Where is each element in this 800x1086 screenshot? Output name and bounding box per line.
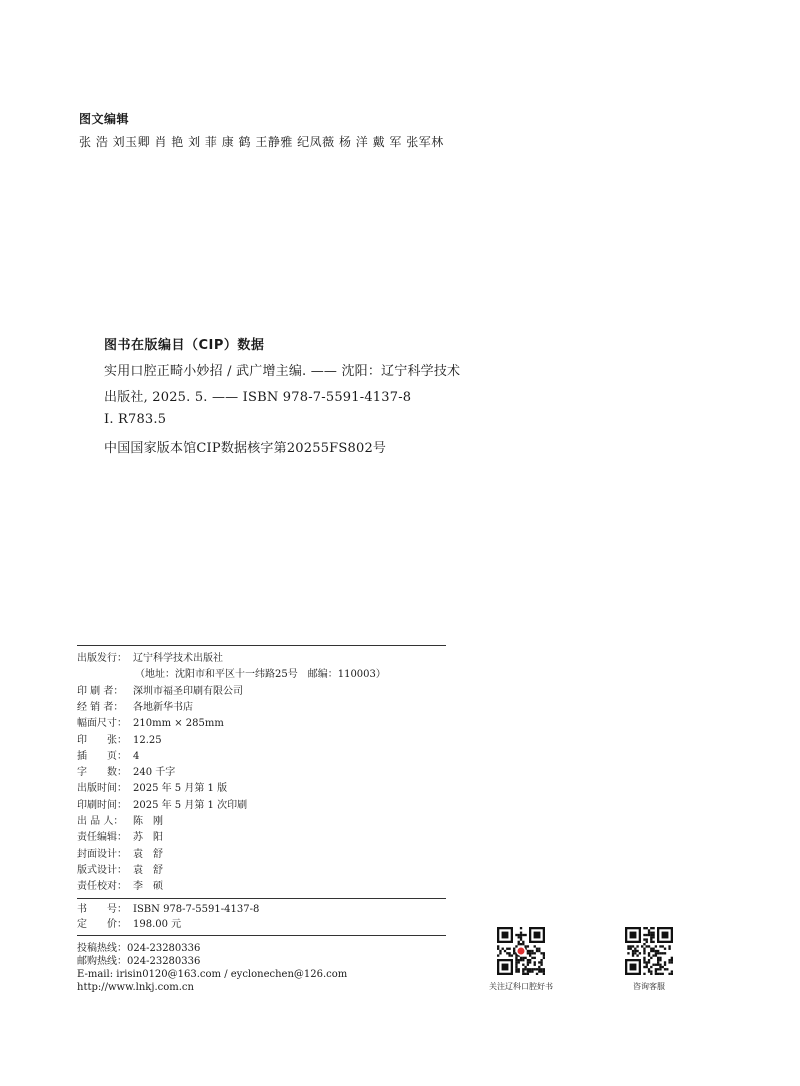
- colophon-label: 印 刷 者：: [77, 685, 124, 697]
- editors-names: 张 浩 刘玉卿 肖 艳 刘 菲 康 鹤 王静雅 纪凤薇 杨 洋 戴 军 张军林: [79, 135, 444, 149]
- colophon-value: 李 硕: [133, 881, 163, 893]
- qr-caption-follow: 关注辽科口腔好书: [489, 982, 553, 991]
- colophon-top-rule: [77, 645, 446, 646]
- colophon-label: 封面设计：: [77, 848, 127, 860]
- cip-title: 图书在版编目（CIP）数据: [104, 338, 265, 353]
- colophon-value: 2025 年 5 月第 1 版: [133, 783, 228, 795]
- website-line: http://www.lnkj.com.cn: [77, 982, 194, 993]
- price-value: 198.00 元: [133, 919, 182, 930]
- cip-line-3: Ⅰ. R783.5: [104, 412, 167, 427]
- price-label: 定 价：: [77, 919, 127, 930]
- colophon-row: [77, 685, 243, 698]
- colophon-row: [77, 652, 223, 665]
- colophon-row: [77, 799, 247, 812]
- colophon-label: 责任校对：: [77, 881, 127, 893]
- colophon-label: 印刷时间：: [77, 799, 127, 811]
- qr-code-icon: [497, 927, 545, 975]
- qr-code-service[interactable]: [625, 927, 673, 975]
- colophon-label: 出版时间：: [77, 783, 127, 795]
- colophon-row: [77, 782, 227, 795]
- colophon-value: （地址：沈阳市和平区十一纬路25号 邮编：110003）: [135, 669, 386, 681]
- colophon-label: 经 销 者：: [77, 701, 124, 713]
- colophon-label: 插 页：: [77, 750, 127, 762]
- qr-caption-service: 咨询客服: [633, 982, 665, 991]
- colophon-row: [77, 668, 386, 681]
- colophon-label: 出 品 人：: [77, 816, 124, 827]
- colophon-label: 版式设计：: [77, 864, 127, 876]
- colophon-mid-rule: [77, 898, 446, 899]
- qr-code-icon: [625, 927, 673, 975]
- colophon-row: [77, 717, 224, 730]
- colophon-label: 字 数：: [77, 767, 127, 779]
- isbn-row: [77, 903, 259, 916]
- colophon-value: 2025 年 5 月第 1 次印刷: [133, 799, 248, 811]
- colophon-label: 印 张：: [77, 734, 127, 746]
- colophon-bottom-rule: [77, 935, 446, 936]
- price-row: [77, 918, 181, 931]
- colophon-label: 责任编辑：: [77, 832, 127, 844]
- colophon-row: [77, 880, 163, 893]
- colophon-value: 陈 刚: [133, 816, 163, 827]
- colophon-value: 240 千字: [133, 767, 176, 779]
- colophon-row: [77, 766, 175, 779]
- colophon-value: 袁 舒: [133, 864, 163, 876]
- colophon-row: [77, 848, 163, 861]
- colophon-value: 210mm × 285mm: [133, 718, 224, 730]
- colophon-value: 苏 阳: [133, 832, 163, 844]
- colophon-value: 各地新华书店: [133, 701, 193, 713]
- colophon-row: [77, 701, 193, 714]
- editors-title: 图文编辑: [79, 112, 130, 126]
- colophon-row: [77, 831, 163, 844]
- colophon-value: 深圳市福圣印刷有限公司: [133, 685, 243, 697]
- colophon-label: 出版发行：: [77, 653, 127, 664]
- colophon-value: 辽宁科学技术出版社: [133, 653, 223, 664]
- colophon-value: 4: [133, 750, 140, 762]
- cip-line-1: 实用口腔正畸小妙招 / 武广增主编. —— 沈阳：辽宁科学技术: [104, 364, 461, 379]
- colophon-label: 幅面尺寸：: [77, 718, 127, 730]
- colophon-row: [77, 864, 163, 877]
- colophon-row: [77, 734, 162, 747]
- colophon-value: 袁 舒: [133, 848, 163, 860]
- cip-line-4: 中国国家版本馆CIP数据核字第20255FS802号: [104, 441, 387, 456]
- submission-hotline: 投稿热线：024-23280336: [77, 943, 201, 954]
- mailorder-hotline: 邮购热线：024-23280336: [77, 956, 201, 967]
- cip-line-2: 出版社, 2025. 5. —— ISBN 978-7-5591-4137-8: [104, 390, 412, 405]
- isbn-label: 书 号：: [77, 904, 127, 915]
- isbn-value: ISBN 978-7-5591-4137-8: [133, 904, 260, 915]
- qr-code-follow[interactable]: [497, 927, 545, 975]
- colophon-row: [77, 750, 139, 763]
- email-line: E-mail: irisin0120@163.com / eyclonechen@126.com: [77, 969, 348, 980]
- colophon-row: [77, 815, 163, 828]
- colophon-value: 12.25: [133, 734, 162, 746]
